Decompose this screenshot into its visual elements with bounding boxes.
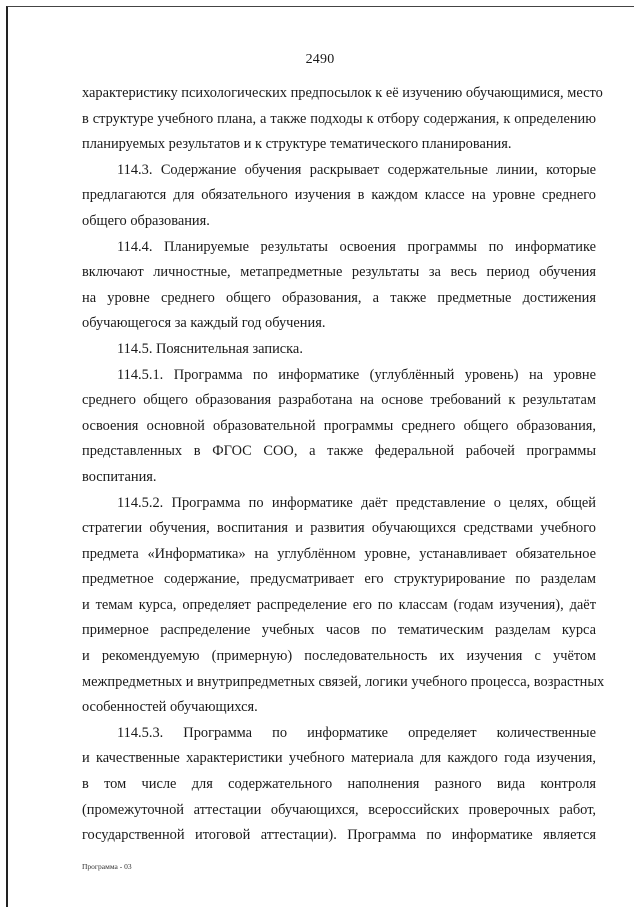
text-line: освоения основной образовательной программы среднего общего образования, <box>82 417 596 434</box>
paragraph <box>82 158 596 235</box>
text-line: и темам курса, определяет распределение его по классам (годам изучения), даёт <box>82 596 596 613</box>
text-line: в том числе для содержательного наполнения разного вида контроля <box>82 776 596 793</box>
text-line: и качественные характеристики учебного материала для каждого года изучения, <box>82 750 596 767</box>
text-line: среднего общего образования разработана на основе требований к результатам <box>82 392 596 409</box>
paragraph <box>82 491 605 721</box>
paragraph <box>82 81 603 158</box>
text-line: представленных в ФГОС СОО, а также федеральной рабочей программы <box>82 443 596 460</box>
document-body <box>82 81 605 849</box>
text-line: предлагаются для обязательного изучения в каждом классе на уровне среднего <box>82 187 596 204</box>
text-line: планируемых результатов и к структуре тематического планирования. <box>82 136 512 153</box>
text-line: 114.5.1. Программа по информатике (углублённый уровень) на уровне <box>117 366 596 383</box>
text-line: 114.5.3. Программа по информатике определяет количественные <box>117 724 596 741</box>
text-line: 114.4. Планируемые результаты освоения программы по информатике <box>117 238 596 255</box>
text-line: 114.5. Пояснительная записка. <box>117 340 303 357</box>
text-line: и рекомендуемую (примерную) последовательность их изучения с учётом <box>82 648 596 665</box>
paragraph <box>82 363 596 491</box>
text-line: воспитания. <box>82 468 157 485</box>
text-line: примерное распределение учебных часов по тематическим разделам курса <box>82 622 596 639</box>
text-line: включают личностные, метапредметные результаты за весь период обучения <box>82 264 596 281</box>
text-line: 114.3. Содержание обучения раскрывает содержательные линии, которые <box>117 161 596 178</box>
text-line: особенностей обучающихся. <box>82 699 258 716</box>
text-line: обучающегося за каждый год обучения. <box>82 315 326 332</box>
text-line: на уровне среднего общего образования, а также предметные достижения <box>82 289 596 306</box>
text-line: государственной итоговой аттестации). Программа по информатике является <box>82 827 596 844</box>
text-line: межпредметных и внутрипредметных связей, логики учебного процесса, возрастных <box>82 673 605 690</box>
text-line: (промежуточной аттестации обучающихся, всероссийских проверочных работ, <box>82 801 596 818</box>
text-line: 114.5.2. Программа по информатике даёт представление о целях, общей <box>117 494 596 511</box>
text-line: предмета «Информатика» на углублённом уровне, устанавливает обязательное <box>82 545 596 562</box>
paragraph <box>82 721 596 849</box>
text-line: характеристику психологических предпосылок к её изучению обучающимися, место <box>82 85 603 101</box>
page-number: 2490 <box>305 52 335 67</box>
text-line: общего образования. <box>82 212 210 229</box>
paragraph <box>82 235 596 337</box>
text-line: в структуре учебного плана, а также подходы к отбору содержания, к определению <box>82 110 596 127</box>
text-line: предметное содержание, предусматривает его структурирование по разделам <box>82 571 596 588</box>
footer-note: Программа - 03 <box>82 862 132 871</box>
paragraph <box>82 337 596 363</box>
text-line: стратегии обучения, воспитания и развития обучающихся средствами учебного <box>82 520 596 537</box>
